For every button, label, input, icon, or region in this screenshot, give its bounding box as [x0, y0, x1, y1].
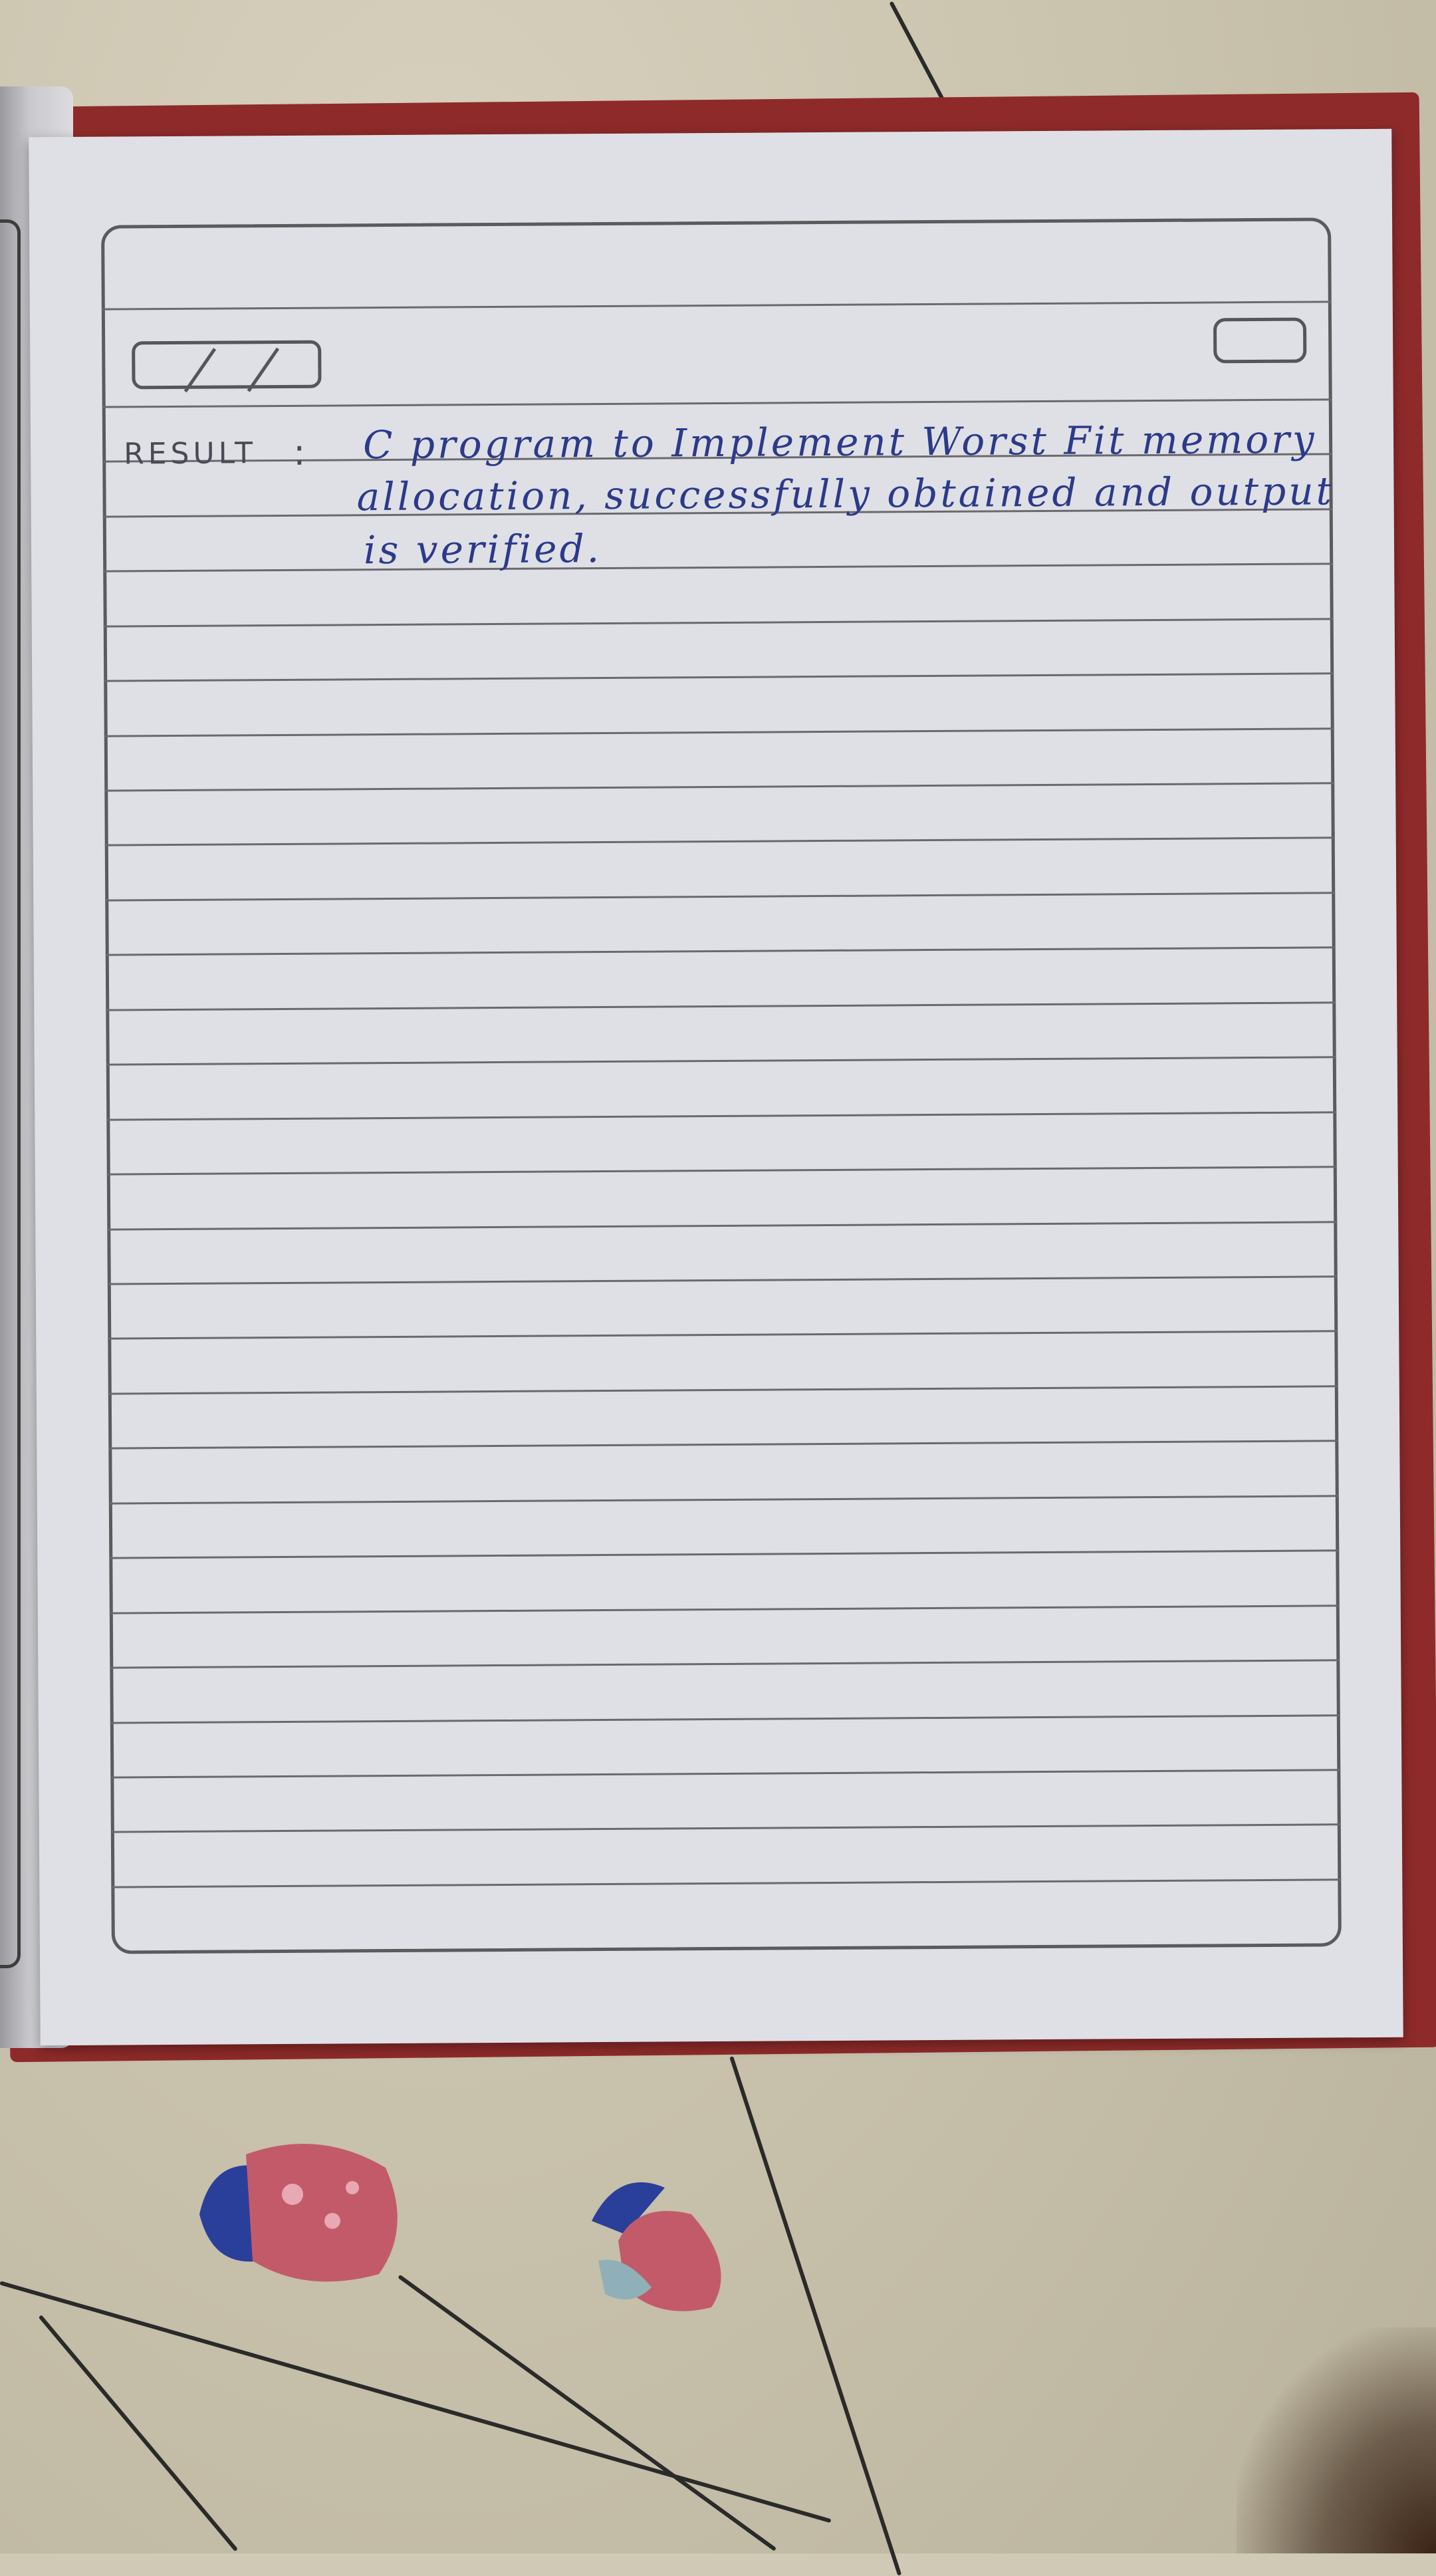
fabric-flower-left: [186, 2128, 425, 2301]
result-heading: RESULT: [124, 436, 257, 471]
fabric-flower-right: [578, 2161, 751, 2321]
date-slash: [247, 348, 279, 392]
handwritten-line-1: C program to Implement Worst Fit memory: [362, 416, 1317, 468]
date-slash: [184, 348, 216, 392]
handwritten-line-3: is verified.: [363, 526, 602, 573]
left-page-frame: [0, 219, 21, 1968]
date-box: [132, 340, 321, 390]
page-number-box: [1213, 318, 1306, 364]
notebook-page: [29, 129, 1403, 2045]
result-colon: :: [293, 431, 306, 473]
handwritten-line-2: allocation, successfully obtained and output: [356, 468, 1335, 520]
shadow: [1237, 2327, 1436, 2553]
